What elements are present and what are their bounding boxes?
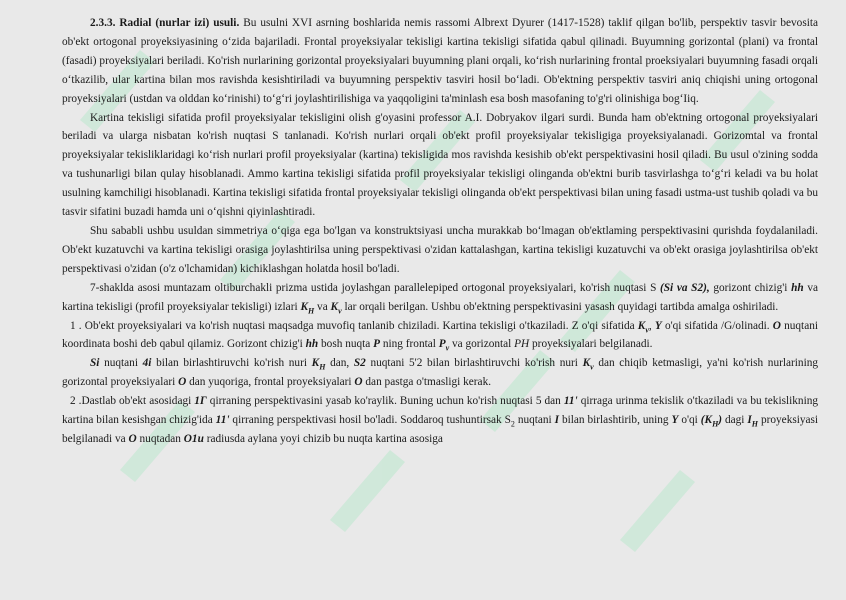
symbol-subscript: v bbox=[645, 324, 649, 334]
symbol: 11' bbox=[563, 395, 578, 408]
paragraph-step-1 bbox=[62, 317, 818, 355]
text-run: dan, bbox=[330, 357, 350, 370]
symbol-subscript: H bbox=[307, 305, 315, 315]
symbol: (Si va S2), bbox=[660, 281, 710, 294]
paragraph-step-2 bbox=[62, 392, 818, 449]
symbol: 1Г bbox=[194, 395, 207, 408]
text-run: nuqtani 5'2 bilan birlashtiruvchi ko'rish nuri bbox=[370, 357, 578, 370]
text-run: o'qi sifatida /G/olinadi. bbox=[664, 319, 770, 332]
text-run: bilan birlashtiruvchi ko'rish nuri bbox=[156, 357, 307, 370]
text-run: va gorizontal bbox=[452, 338, 512, 351]
text-run: dan yuqoriga, frontal proyeksiyalari bbox=[189, 376, 352, 389]
text-run: dan pastga o'tmasligi kerak. bbox=[365, 376, 492, 389]
symbol: O bbox=[128, 432, 137, 445]
symbol-subscript: 2 bbox=[510, 419, 515, 429]
symbol: P bbox=[373, 338, 381, 351]
text-run: 2 .Dastlab ob'ekt asosidagi bbox=[70, 395, 192, 408]
symbol-subscript: v bbox=[590, 362, 594, 372]
text-run: 1 . Ob'ekt proyeksiyalari va ko'rish nuqtasi maqsadga muvofiq tanlanib chiziladi. Kartina tekisligi o'tkaziladi. Z o'qi sifatida bbox=[70, 319, 635, 332]
text-run: 7-shaklda asosi muntazam oltiburchakli prizma ustida joylashgan parallelepiped ortogonal proyeksiyalari, ko'rish nuqtasi S bbox=[90, 281, 657, 294]
symbol-subscript: v bbox=[338, 305, 342, 315]
text-run: lar orqali berilgan. Ushbu ob'ektning perspektivasini yasash quyidagi tartibda amalga oshiriladi. bbox=[344, 300, 779, 313]
text-run: o'qi bbox=[681, 414, 698, 427]
document-page bbox=[62, 14, 818, 449]
text-run: , bbox=[648, 319, 652, 332]
symbol bbox=[638, 320, 649, 332]
symbol-base: I bbox=[747, 414, 752, 427]
text-run: ning frontal bbox=[382, 338, 436, 351]
symbol: O1u bbox=[183, 432, 204, 445]
symbol-close: ) bbox=[718, 414, 723, 427]
text-run: nuqtani bbox=[104, 357, 138, 370]
symbol-base: K bbox=[300, 300, 308, 313]
paragraph-2: Kartina tekisligi sifatida profil proyeksiyalar tekisligini olish g'oyasini professor A.I. Dobryakov ilgari surdi. Bunda ham ob'ektning ortogonal proyeksiyalari beriladi va ularga nisbatan ko'rish nuqtasi S tanlanadi. Ko'rish nurlari orqali ob'ekt profil proyeksiyalar tekisligiga proyeksiyalanadi. Gorizomtal va frontal proyeksiyalar tekisliklaridagi ko‘rish nurlari profil proyeksiyalar (kartina) tekisligida mos ravishda kesishib ob'ekt perspektivasini hosil qiladi. Bu usul o'zining sodda va tushunarligi bilan qulay hisoblanadi. Ammo kartina tekisligi sifatida profil proyeksiyalar tekisligi olinganda ob'ektni burib tasvirlashga to‘g‘ri keladi va bu holat usulning kamchiligi hisoblanadi. Kartina tekisligi sifatida frontal proyeksiyalar tekisligi olinganda ob'ekt perspektivasi bilan uning fasadi ustma-ust tushib qoladi va bu tasvir sifatini buzadi hamda uni o‘qishni qiyinlashtiradi. bbox=[62, 111, 818, 219]
text-run: dan chiqib ketmasligi, ya'ni ko'rish nurlarining gorizontal proyeksiyalari bbox=[62, 357, 819, 389]
section-title: Radial (nurlar izi) usuli. bbox=[119, 17, 240, 29]
text-run: gorizont chizig'i bbox=[713, 281, 788, 294]
text-run: nuqtani bbox=[517, 414, 552, 427]
symbol: Y bbox=[671, 414, 679, 427]
text-run: va kartina tekisligi (profil proyeksiyalar tekisligi) izlari bbox=[62, 281, 819, 313]
symbol: PH bbox=[514, 338, 530, 351]
paragraph-step-1-detail bbox=[62, 354, 818, 392]
paragraph-3: Shu sababli ushbu usuldan simmetriya o‘qiga ega bo'lgan va konstruktsiyasi uncha murakkab bo‘lmagan ob'ektlaming perspektivasini qurishda foydalaniladi. Ob'ekt kuzatuvchi va kartina tekisligi orasiga joylashtirilsa uning perspektivasi o'zidan kattalashgan, kartina tekisligi kuzatuvchi va ob'ekt orasiga joylashtirilsa ob'ekt perspektivasi o'zidan (o'z o'lchamidan) kichiklashgan holatda hosil bo'ladi. bbox=[62, 224, 818, 275]
text-run: qirraga urinma tekislik o'tkaziladi va bu tekislikning kartina bilan kesishgan chizig'ida bbox=[62, 395, 818, 427]
text-run: proyeksiyalari belgilanadi. bbox=[532, 338, 653, 351]
symbol: O bbox=[354, 376, 363, 389]
symbol: O bbox=[772, 319, 781, 332]
text-run: nuqtadan bbox=[139, 432, 181, 445]
symbol: hh bbox=[791, 281, 804, 294]
symbol bbox=[438, 338, 450, 353]
symbol bbox=[582, 357, 594, 372]
symbol bbox=[747, 414, 759, 429]
text-run: qirraning perspektivasini yasab ko'raylik. Buning uchun ko'rish nuqtasi 5 dan bbox=[209, 395, 561, 408]
text-run: radiusda aylana yoyi chizib bu nuqta kartina asosiga bbox=[206, 432, 443, 445]
text-run: dagi bbox=[725, 414, 745, 427]
symbol-base: (K bbox=[700, 414, 713, 427]
symbol bbox=[331, 301, 342, 313]
symbol: Si bbox=[90, 357, 100, 370]
text-run: qirraning perspektivasi hosil bo'ladi. Soddaroq tushuntirsak S bbox=[232, 414, 511, 427]
symbol: S2 bbox=[353, 357, 366, 370]
symbol: hh bbox=[305, 338, 319, 351]
symbol bbox=[311, 357, 326, 372]
symbol bbox=[700, 414, 723, 429]
symbol-base: K bbox=[582, 357, 591, 370]
symbol-base: K bbox=[330, 300, 339, 313]
symbol-subscript: H bbox=[751, 419, 759, 429]
symbol-base: P bbox=[438, 338, 446, 351]
symbol: 4i bbox=[142, 357, 152, 370]
text-run: bilan birlashtirib, uning bbox=[561, 414, 669, 427]
paragraph-intro bbox=[62, 14, 818, 109]
text-run: nuqtani koordinata boshi deb qabul qilamiz. Gorizont chizig'i bbox=[62, 319, 818, 351]
section-number: 2.3.3. bbox=[90, 17, 116, 29]
symbol: 11' bbox=[215, 414, 230, 427]
symbol-base: K bbox=[311, 357, 320, 370]
symbol: O bbox=[178, 376, 187, 389]
text-run: va bbox=[317, 300, 328, 313]
symbol: Y bbox=[654, 319, 662, 332]
paragraph-4 bbox=[62, 279, 818, 317]
symbol-subscript: H bbox=[712, 419, 719, 429]
text-run: proyeksiyasi belgilanadi va bbox=[62, 414, 819, 445]
symbol-subscript: H bbox=[319, 362, 326, 372]
symbol: I bbox=[554, 414, 560, 427]
symbol bbox=[300, 301, 314, 313]
paragraph-1-text: Bu usulni XVI asrning boshlarida nemis rassomi Albrext Dyurer (1417-1528) taklif qilgan bo'lib, perspektiv tasvir bevosita ob'ekt ortogonal proyeksiyasining o‘zida bajariladi. Frontal proyeksiyalar tekisligi kartina tekisligi sifatida qabul qilinadi. Buyumning gorizontal (plani) va frontal (fasadi) proyeksiyalari beriladi. Ko'rish nurlarining gorizontal proyeksiyalari buyumning plani orqali, ko‘rish nurlarining frontal proeksiyalari buyumning fasadi orqali o‘tkazilib, ular kartina bilan mos ravishda kesishtiriladi va buyumning perspektiv tasviri hosil bo‘ladi. Ob'ektning perspektiv tasviri aniq chiqishi uning ortogonal proyeksiyalari (ustdan va olddan ko‘rinishi) to‘g‘ri joylashtirilishiga va yaqqoligini ta'minlash esa bosh masofaning to'g'ri olinishiga bog‘Iiq. bbox=[62, 17, 819, 105]
symbol-subscript: v bbox=[445, 343, 450, 353]
symbol-base: K bbox=[637, 319, 646, 332]
text-run: bosh nuqta bbox=[321, 338, 371, 351]
